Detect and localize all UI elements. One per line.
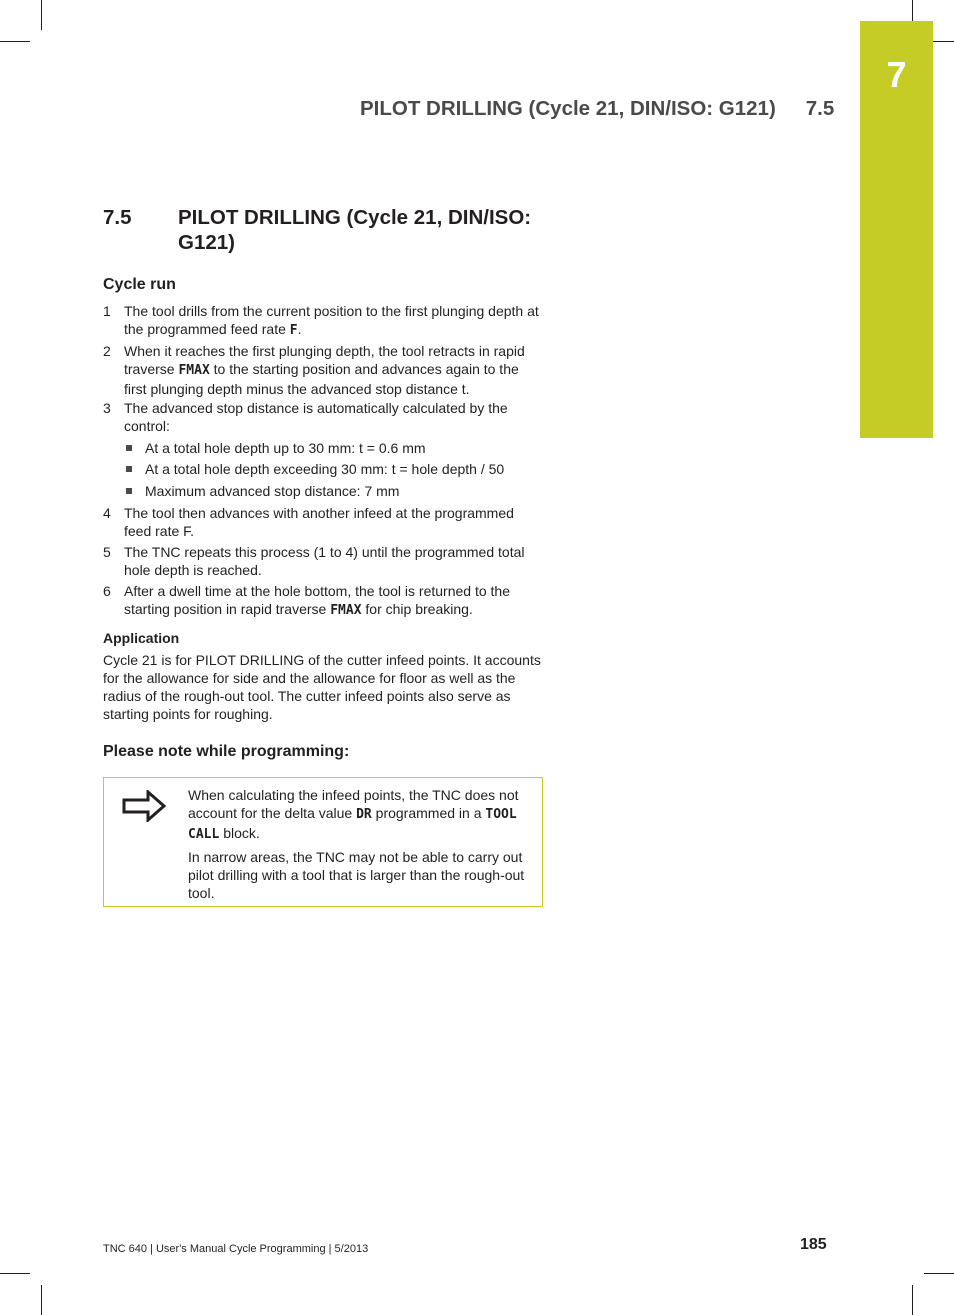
chapter-tab (860, 21, 933, 438)
code-term: TOOL CALL (188, 807, 517, 842)
crop-mark (41, 0, 42, 30)
note-paragraph-2: In narrow areas, the TNC may not be able to carry out pilot drilling with a tool that is larger than the rough-out tool. (188, 849, 525, 901)
step-text (124, 302, 542, 340)
step-text (124, 342, 542, 398)
note-text (188, 786, 533, 906)
programming-heading: Please note while programming: (103, 743, 350, 760)
step-text-pre: When it reaches the first plunging depth, the tool retracts in rapid traverse (124, 343, 525, 377)
bullet-text: At a total hole depth exceeding 30 mm: t = hole depth / 50 (145, 461, 505, 477)
note-divider (186, 778, 187, 906)
arrow-right-icon (122, 790, 166, 822)
section-title-text: PILOT DRILLING (Cycle 21, DIN/ISO: G121) (178, 206, 532, 254)
step-number: 5 (103, 544, 111, 560)
step-number: 4 (103, 505, 111, 521)
note-text-pre: When calculating the infeed points, the TNC does not account for the delta value (188, 787, 519, 821)
crop-mark (924, 1273, 954, 1274)
square-bullet-icon (126, 445, 132, 451)
note-box (103, 777, 543, 907)
step-number: 3 (103, 400, 111, 416)
page-number: 185 (800, 1236, 827, 1253)
square-bullet-icon (126, 466, 132, 472)
code-term: F (289, 323, 298, 338)
crop-mark (912, 1285, 913, 1315)
application-heading: Application (103, 630, 180, 646)
step-text: The tool then advances with another infeed at the programmed feed rate F. (124, 505, 514, 539)
step-text-post: to the starting position and advances again to the first plunging depth minus the advanced stop distance t. (124, 361, 519, 397)
step-number: 2 (103, 343, 111, 359)
note-text-post: block. (219, 825, 260, 841)
step-text-pre: After a dwell time at the hole bottom, the tool is returned to the starting position in rapid traverse (124, 583, 510, 617)
code-term: FMAX (178, 363, 210, 378)
step-text: The TNC repeats this process (1 to 4) until the programmed total hole depth is reached. (124, 544, 525, 578)
application-text: Cycle 21 is for PILOT DRILLING of the cutter infeed points. It accounts for the allowance for side and the allowance for floor as well as the radius of the rough-out tool. The cutter infeed points also serve as starting points for roughing. (103, 652, 541, 722)
footer-text: TNC 640 | User's Manual Cycle Programming | 5/2013 (103, 1243, 369, 1255)
cycle-run-heading: Cycle run (103, 276, 176, 293)
step-text: The advanced stop distance is automatically calculated by the control: (124, 400, 508, 434)
step-text-post: for chip breaking. (361, 601, 473, 617)
note-text-mid: programmed in a (371, 805, 486, 821)
bullet-text: Maximum advanced stop distance: 7 mm (145, 483, 400, 499)
chapter-number: 7 (886, 54, 907, 95)
code-term: DR (356, 807, 372, 822)
bullet-text: At a total hole depth up to 30 mm: t = 0.6 mm (145, 440, 426, 456)
crop-mark (0, 41, 30, 42)
step-number: 1 (103, 303, 111, 319)
code-term: FMAX (330, 603, 362, 618)
square-bullet-icon (126, 488, 132, 494)
running-head (360, 97, 834, 121)
step-text-post: . (297, 321, 302, 337)
step-number: 6 (103, 583, 111, 599)
running-head-number: 7.5 (805, 97, 835, 120)
section-number: 7.5 (103, 206, 132, 229)
crop-mark (0, 1273, 30, 1274)
step-text-pre: The tool drills from the current position to the first plunging depth at the programmed feed rate (124, 303, 539, 337)
note-paragraph-1 (188, 786, 533, 844)
step-text (124, 582, 542, 620)
crop-mark (41, 1285, 42, 1315)
running-head-title: PILOT DRILLING (Cycle 21, DIN/ISO: G121) (360, 97, 776, 120)
